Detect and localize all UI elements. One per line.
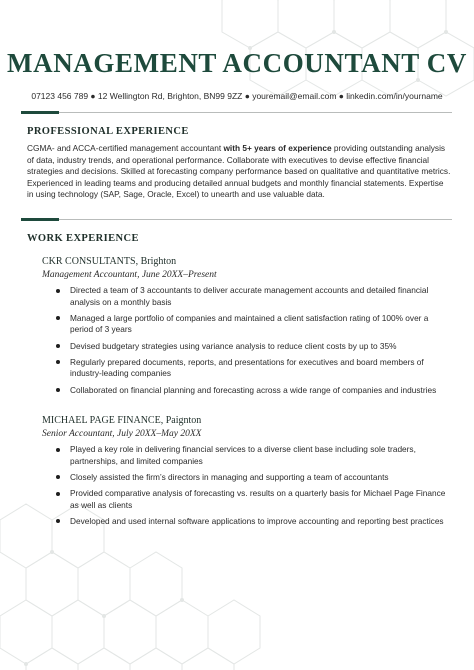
section-divider: [27, 219, 452, 220]
list-item: Developed and used internal software applications to improve accounting and reporting best practices: [52, 516, 452, 528]
job-employer-michael-page: MICHAEL PAGE FINANCE, Paignton: [42, 415, 202, 426]
list-item: Provided comparative analysis of forecasting vs. results on a quarterly basis for Michael Page Finance as well as clients: [52, 488, 452, 511]
job-role-michael-page: Senior Accountant, July 20XX–May 20XX: [42, 429, 202, 439]
work-experience-heading: WORK EXPERIENCE: [27, 233, 139, 244]
header-accent-bar: [21, 111, 59, 114]
job-bullets-michael-page: [52, 444, 452, 532]
job-employer-ckr: CKR CONSULTANTS, Brighton: [42, 256, 177, 267]
section-accent-bar: [21, 218, 59, 221]
list-item: Directed a team of 3 accountants to deliver accurate management accounts and detailed financial analysis on a monthly basis: [52, 285, 452, 308]
summary-highlight: with 5+ years of experience: [223, 143, 332, 153]
professional-experience-heading: PROFESSIONAL EXPERIENCE: [27, 126, 189, 137]
list-item: Played a key role in delivering financial services to a diverse client base including sole traders, partnerships, and limited companies: [52, 444, 452, 467]
job-role-ckr: Management Accountant, June 20XX–Present: [42, 270, 217, 280]
header-divider: [27, 112, 452, 113]
summary-text-start: CGMA- and ACCA-certified management accountant: [27, 143, 224, 153]
list-item: Collaborated on financial planning and forecasting across a wide range of companies and industries: [52, 385, 452, 397]
cv-title: MANAGEMENT ACCOUNTANT CV: [7, 48, 467, 78]
list-item: Managed a large portfolio of companies and maintained a client satisfaction rating of 100% over a period of 3 years: [52, 313, 452, 336]
contact-details: 07123 456 789 ● 12 Wellington Rd, Brighton, BN99 9ZZ ● youremail@email.com ● linkedin.com/in/yourname: [31, 91, 443, 101]
professional-summary: [27, 143, 452, 201]
list-item: Closely assisted the firm’s directors in managing and supporting a team of accountants: [52, 472, 452, 484]
summary-text-end: providing outstanding analysis of data, industry trends, and operational performance. Collaborate with executives to devise effective financial strategies and decisions. Skilled at forecasting company performance based on qualitative and quantitative metrics. Experienced in leading teams and producing detailed annual budgets and monthly financial statements. Expertise in using technology (SAP, Sage, Oracle, Excel) to unearth and use valuable data.: [27, 143, 451, 200]
list-item: Regularly prepared documents, reports, and presentations for executives and board members of industry-leading companies: [52, 357, 452, 380]
job-bullets-ckr: [52, 285, 452, 401]
list-item: Devised budgetary strategies using variance analysis to reduce client costs by up to 35%: [52, 341, 452, 353]
